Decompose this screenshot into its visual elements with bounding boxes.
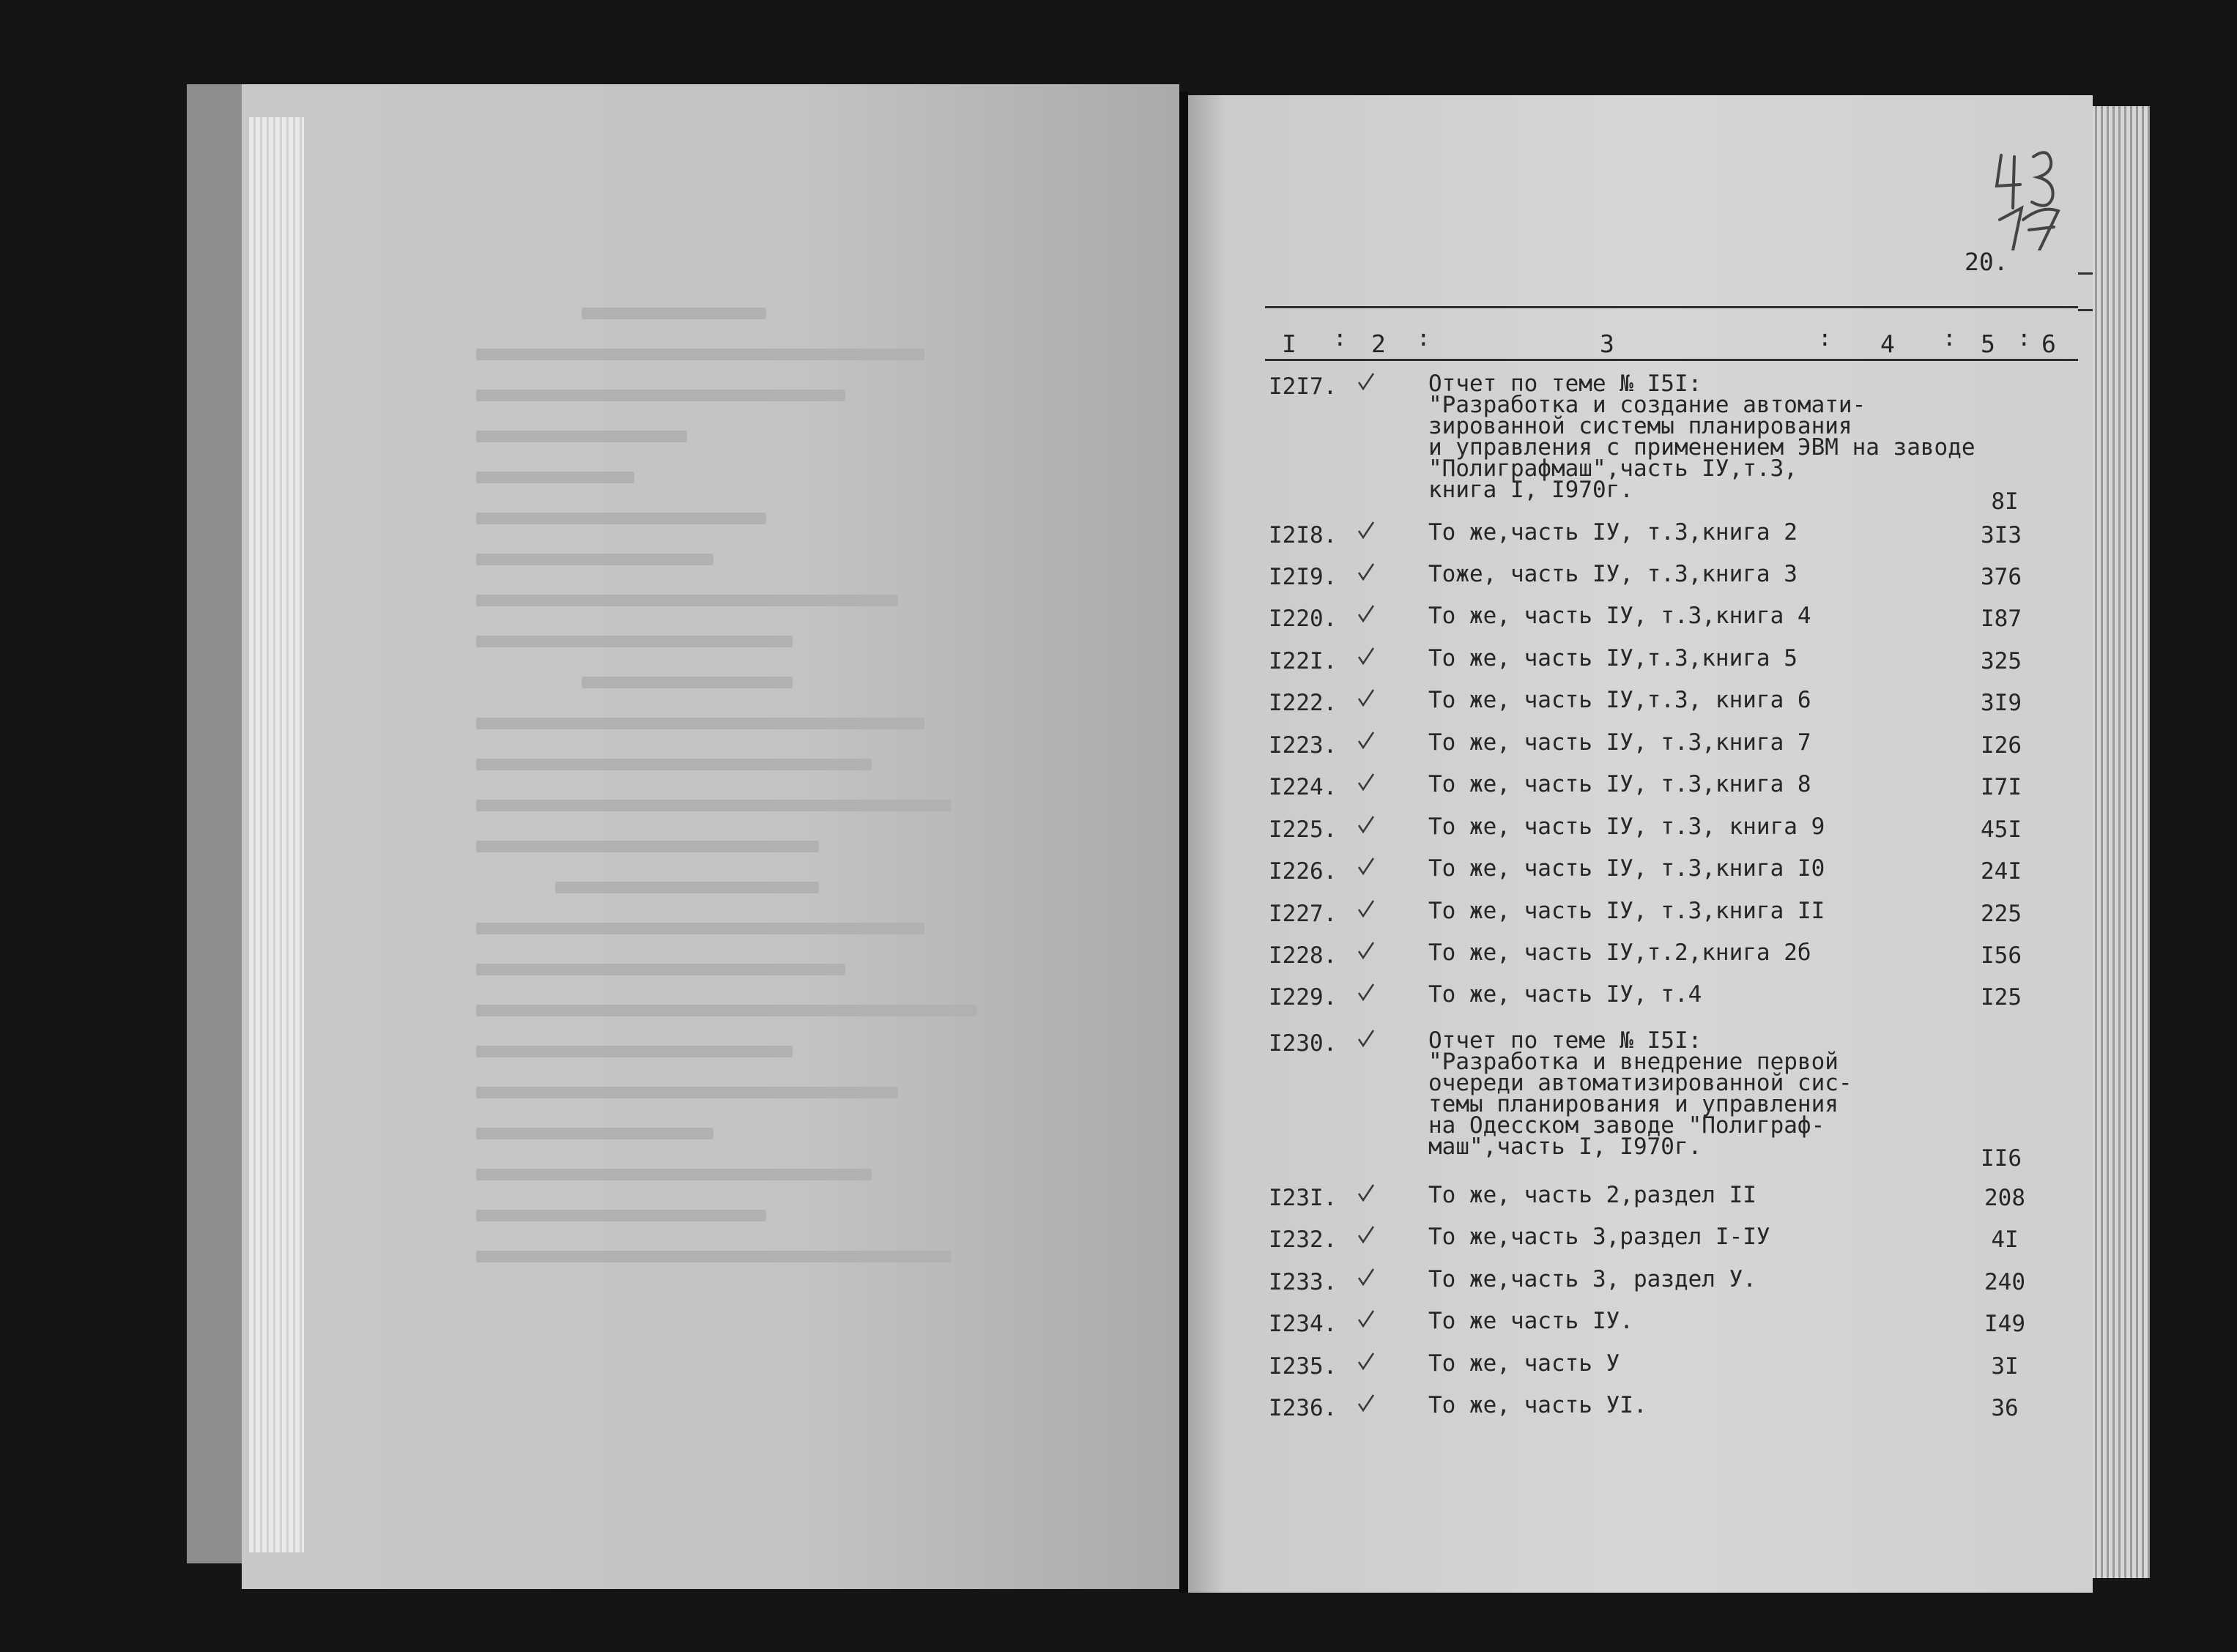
entry-number: I226. xyxy=(1269,858,1338,885)
archive-number-handwritten xyxy=(1991,141,2071,250)
checkmark-icon xyxy=(1357,857,1376,876)
checkmark-icon xyxy=(1357,604,1376,623)
entry-pages: I7I xyxy=(1981,774,2022,800)
entry-number: I227. xyxy=(1269,901,1338,927)
entry-pages: I87 xyxy=(1981,606,2022,632)
entry-number: I22I. xyxy=(1269,648,1338,674)
checkmark-icon xyxy=(1357,899,1376,918)
entry-number: I23I. xyxy=(1269,1185,1338,1211)
entry-number: I235. xyxy=(1269,1353,1338,1380)
left-page-bleed-through xyxy=(476,308,1004,1406)
entry-title: То же, часть IУ, т.3,книга II xyxy=(1428,898,1825,924)
entry-number: I224. xyxy=(1269,774,1338,800)
right-page xyxy=(1188,95,2093,1593)
entry-title: То же, часть IУ, т.3,книга 4 xyxy=(1428,603,1811,629)
checkmark-icon xyxy=(1357,1183,1376,1202)
left-page-edges xyxy=(249,117,304,1552)
entry-title: То же,часть 3, раздел У. xyxy=(1428,1266,1756,1292)
entry-pages: 24I xyxy=(1981,858,2022,885)
entry-number: I233. xyxy=(1269,1269,1338,1295)
entry-title: То же,часть 3,раздел I-IУ xyxy=(1428,1224,1770,1250)
column-separator: : xyxy=(1943,325,1956,351)
checkmark-icon xyxy=(1357,983,1376,1002)
checkmark-icon xyxy=(1357,773,1376,792)
entry-title: То же часть IУ. xyxy=(1428,1308,1633,1334)
column-separator: : xyxy=(1818,325,1832,351)
entry-pages: 240 xyxy=(1984,1269,2025,1295)
entry-number: I2I9. xyxy=(1269,564,1338,590)
right-page-edges xyxy=(2091,106,2150,1578)
entry-title: Тоже, часть IУ, т.3,книга 3 xyxy=(1428,561,1798,587)
entry-number: I222. xyxy=(1269,690,1338,716)
entry-title: То же,часть IУ, т.3,книга 2 xyxy=(1428,519,1798,546)
checkmark-icon xyxy=(1357,1268,1376,1287)
entry-pages: I49 xyxy=(1984,1311,2025,1337)
entry-title: То же, часть IУ,т.3,книга 5 xyxy=(1428,645,1798,671)
entry-pages: I25 xyxy=(1981,984,2022,1011)
rule-tick xyxy=(2078,272,2093,275)
entry-pages: 4I xyxy=(1991,1227,2019,1253)
entry-title: То же, часть IУ, т.3,книга 8 xyxy=(1428,771,1811,797)
entry-title: То же, часть IУ,т.3, книга 6 xyxy=(1428,687,1811,713)
entry-title: То же, часть IУ, т.3,книга I0 xyxy=(1428,855,1825,882)
column-separator: : xyxy=(2017,325,2031,351)
entry-pages: 36 xyxy=(1991,1395,2019,1421)
checkmark-icon xyxy=(1357,1352,1376,1371)
checkmark-icon xyxy=(1357,647,1376,666)
column-header-3: 3 xyxy=(1600,330,1614,358)
column-header-5: 5 xyxy=(1981,330,1995,358)
entry-number: I223. xyxy=(1269,732,1338,759)
header-bottom-rule xyxy=(1265,359,2078,361)
column-header-4: 4 xyxy=(1880,330,1895,358)
entry-pages: 3I9 xyxy=(1981,690,2022,716)
checkmark-icon xyxy=(1357,941,1376,960)
column-header-1: I xyxy=(1282,330,1296,358)
checkmark-icon xyxy=(1357,731,1376,750)
checkmark-icon xyxy=(1357,688,1376,707)
entry-number: I232. xyxy=(1269,1227,1338,1253)
table-top-rule xyxy=(1265,306,2078,308)
entry-pages: I56 xyxy=(1981,942,2022,969)
entry-title: То же, часть У xyxy=(1428,1350,1620,1377)
entry-number: I230. xyxy=(1269,1030,1338,1057)
column-separator: : xyxy=(1333,325,1347,351)
entry-number: I234. xyxy=(1269,1311,1338,1337)
rule-tick xyxy=(2078,309,2093,311)
checkmark-icon xyxy=(1357,372,1376,391)
checkmark-icon xyxy=(1357,521,1376,540)
entry-pages: 325 xyxy=(1981,648,2022,674)
checkmark-icon xyxy=(1357,562,1376,581)
entry-number: I228. xyxy=(1269,942,1338,969)
entry-number: I2I7. xyxy=(1269,373,1338,400)
entry-title: Отчет по теме № I5I: "Разработка и создание автомати- зированной системы планирования и управления с применением ЭВМ на заводе "Полиграфмаш",часть IУ,т.3, книга I, I970г. xyxy=(1428,371,1976,503)
checkmark-icon xyxy=(1357,1029,1376,1048)
entry-pages: 45I xyxy=(1981,816,2022,843)
entry-pages: 376 xyxy=(1981,564,2022,590)
column-separator: : xyxy=(1417,325,1431,351)
entry-title: То же, часть IУ, т.3, книга 9 xyxy=(1428,814,1825,840)
entry-number: I220. xyxy=(1269,606,1338,632)
checkmark-icon xyxy=(1357,815,1376,834)
column-header-2: 2 xyxy=(1371,330,1386,358)
entry-pages: 3I xyxy=(1991,1353,2019,1380)
entry-title: То же, часть 2,раздел II xyxy=(1428,1182,1756,1208)
book-gutter xyxy=(1179,92,1188,1593)
entry-number: I229. xyxy=(1269,984,1338,1011)
entry-pages: 8I xyxy=(1991,488,2019,515)
checkmark-icon xyxy=(1357,1309,1376,1328)
checkmark-icon xyxy=(1357,1225,1376,1244)
entry-number: I225. xyxy=(1269,816,1338,843)
entry-title: То же, часть IУ, т.4 xyxy=(1428,981,1702,1008)
page-number: 20. xyxy=(1965,248,2008,276)
column-header-6: 6 xyxy=(2041,330,2056,358)
entry-number: I2I8. xyxy=(1269,522,1338,548)
entry-title: Отчет по теме № I5I: "Разработка и внедрение первой очереди автоматизированной сис- темы планирования и управления на Одесском заводе "Полиграф- маш",часть I, I970г. xyxy=(1428,1027,1852,1160)
entry-pages: I26 xyxy=(1981,732,2022,759)
entry-pages: 208 xyxy=(1984,1185,2025,1211)
checkmark-icon xyxy=(1357,1394,1376,1413)
entry-number: I236. xyxy=(1269,1395,1338,1421)
entry-pages: 225 xyxy=(1981,901,2022,927)
entry-pages: 3I3 xyxy=(1981,522,2022,548)
entry-title: То же, часть IУ, т.3,книга 7 xyxy=(1428,729,1811,756)
entry-title: То же, часть УI. xyxy=(1428,1392,1647,1418)
entry-title: То же, часть IУ,т.2,книга 2б xyxy=(1428,940,1811,966)
entry-pages: II6 xyxy=(1981,1145,2022,1172)
